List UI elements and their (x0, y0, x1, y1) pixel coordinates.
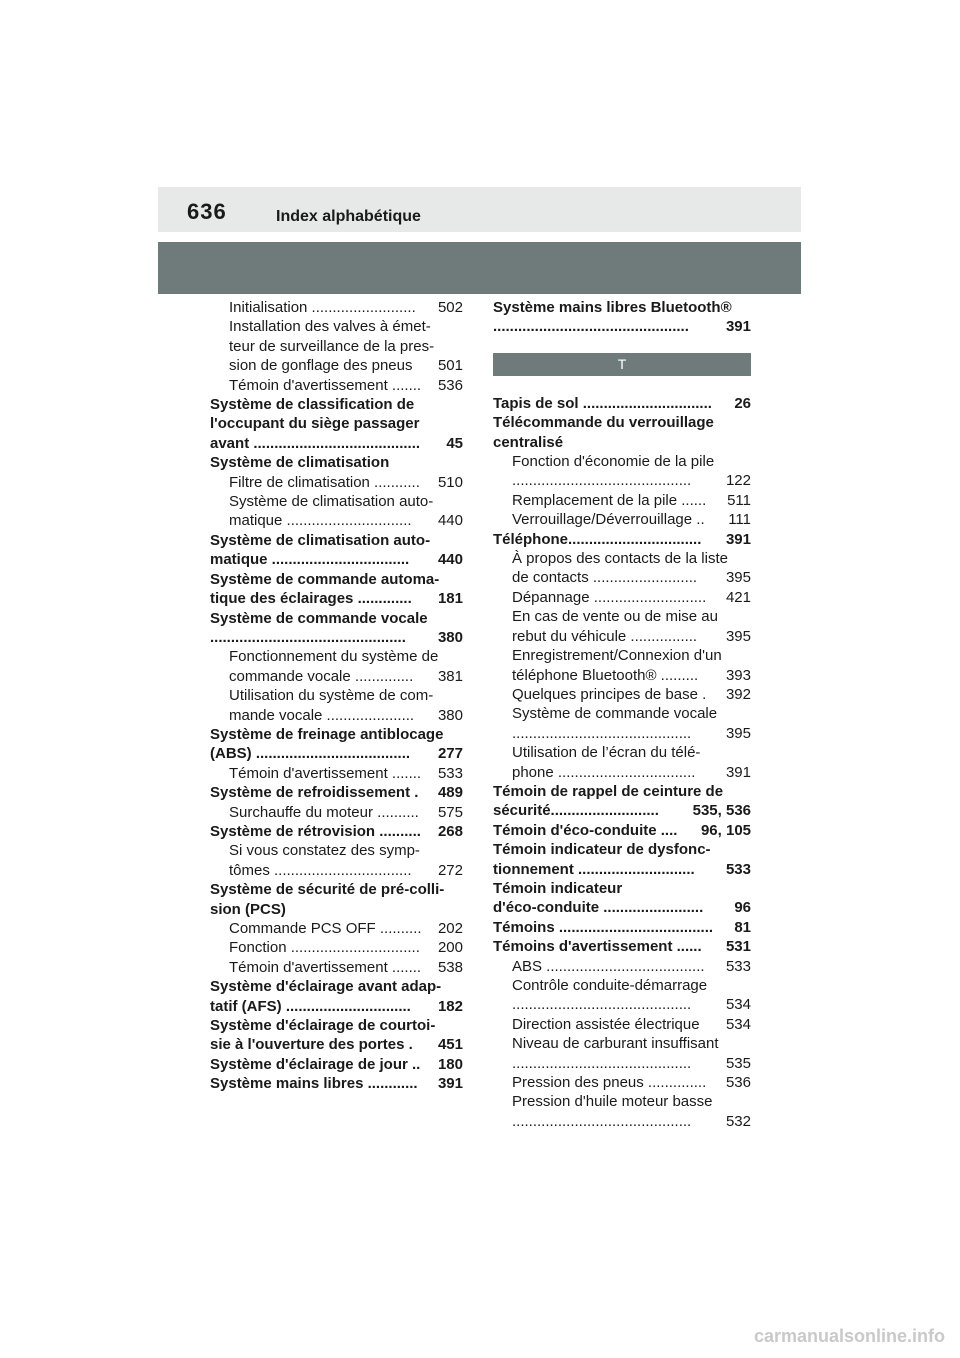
entry-text-line: ........................................... (512, 724, 692, 742)
entry-text-line: avant ........................................ (210, 434, 421, 452)
entry-text-line: Système de climatisation auto- (210, 531, 431, 549)
entry-text-line: Système de climatisation (210, 454, 390, 472)
index-entry (493, 413, 751, 452)
index-entry (210, 1016, 463, 1055)
entry-text-line: À propos des contacts de la liste (512, 550, 728, 568)
index-subentry (493, 957, 751, 976)
index-subentry (493, 743, 751, 782)
entry-text-line: Initialisation ......................... (229, 299, 416, 316)
entry-text-line: Niveau de carburant insuffisant (512, 1035, 719, 1053)
entry-text-line: Témoin de rappel de ceinture de (493, 782, 724, 800)
entry-text-line: Témoin d'éco-conduite .... (493, 821, 678, 839)
entry-text-line: Système de refroidissement . (210, 784, 419, 802)
entry-text-line: ABS ...................................... (512, 957, 705, 975)
index-entry (210, 977, 463, 1016)
entry-text-line: téléphone Bluetooth® ......... (512, 666, 699, 684)
index-entry (210, 880, 463, 919)
index-entry (493, 937, 751, 956)
entry-text-line: Enregistrement/Connexion d'un (512, 647, 722, 665)
entry-text-line: tique des éclairages ............. (210, 590, 412, 608)
entry-text-line: d'éco-conduite ........................ (493, 899, 704, 917)
index-subentry (210, 376, 463, 395)
entry-text-line: Tapis de sol ............................... (493, 394, 712, 412)
entry-text-line: Témoin d'avertissement ....... (229, 376, 422, 394)
index-subentry (210, 764, 463, 783)
entry-text-line: ........................................... (512, 472, 692, 490)
entry-text-line: Témoin indicateur de dysfonc- (493, 841, 711, 859)
index-entry (493, 821, 751, 840)
index-subentry (210, 803, 463, 822)
index-entry (210, 453, 463, 472)
section-title: Index alphabétique (276, 208, 421, 225)
entry-text-line: Utilisation du système de com- (229, 687, 434, 705)
index-entry (210, 395, 463, 453)
index-subentry (493, 607, 751, 646)
entry-text-line: Témoin d'avertissement ....... (229, 764, 422, 782)
entry-text-line: Verrouillage/Déverrouillage .. (512, 511, 705, 529)
index-entry (493, 840, 751, 879)
entry-text-line: Système d'éclairage de courtoi- (210, 1017, 436, 1035)
index-subentry (210, 298, 463, 317)
entry-text-line: Système mains libres ............ (210, 1075, 418, 1093)
entry-text-line: Pression des pneus .............. (512, 1074, 707, 1092)
index-subentry (493, 646, 751, 685)
index-entry (210, 822, 463, 841)
index-entry (493, 298, 751, 337)
entry-text-line: ........................................... (512, 1054, 692, 1072)
index-subentry (493, 1015, 751, 1034)
entry-text-line: tatif (AFS) .............................. (210, 997, 411, 1015)
entry-text-line: Système de sécurité de pré-colli- (210, 881, 445, 899)
entry-text-line: Système de commande automa- (210, 570, 440, 588)
entry-text-line: l'occupant du siège passager (210, 415, 420, 433)
entry-text-line: matique ................................. (210, 551, 410, 569)
entry-text-line: sion (PCS) (210, 900, 286, 918)
entry-text-line: Installation des valves à émet- (229, 318, 431, 336)
entry-text-line: Témoin indicateur (493, 879, 623, 897)
entry-text-line: Pression d'huile moteur basse (512, 1093, 713, 1111)
index-entry (493, 530, 751, 549)
entry-text-line: Témoins ..................................... (493, 918, 714, 936)
index-subentry (210, 647, 463, 686)
index-subentry (493, 976, 751, 1015)
entry-text-line: Système de commande vocale (210, 609, 428, 627)
entry-text-line: Système de classification de (210, 396, 415, 414)
entry-text-line: mande vocale ..................... (229, 706, 415, 724)
entry-text-line: Téléphone................................ (493, 530, 702, 548)
header-dark-band (158, 242, 801, 294)
index-subentry (493, 685, 751, 704)
entry-text-line: Utilisation de l’écran du télé- (512, 744, 701, 762)
entry-text-line: centralisé (493, 433, 564, 451)
entry-text-line: Système d'éclairage de jour .. (210, 1055, 421, 1073)
entry-text-line: de contacts ......................... (512, 569, 698, 587)
entry-text-line: sie à l'ouverture des portes . (210, 1036, 413, 1054)
entry-text-line: Témoins d'avertissement ...... (493, 938, 702, 956)
index-entry (210, 1055, 463, 1074)
index-subentry (210, 317, 463, 375)
index-column-left (210, 298, 463, 1094)
entry-text-line: ........................................... (512, 1112, 692, 1130)
entry-text-line: sécurité.......................... (493, 802, 659, 820)
index-entry (493, 879, 751, 918)
index-entry (493, 782, 751, 821)
entry-text-line: Contrôle conduite-démarrage (512, 977, 708, 994)
index-subentry (210, 958, 463, 977)
index-entry (210, 783, 463, 802)
entry-text-line: phone ................................. (512, 763, 696, 781)
entry-text-line: Fonction ............................... (229, 939, 420, 957)
entry-text-line: sion de gonflage des pneus (229, 357, 413, 375)
index-subentry (210, 492, 463, 531)
entry-text-line: Surchauffe du moteur .......... (229, 803, 419, 821)
entry-text-line: rebut du véhicule ................ (512, 627, 698, 645)
index-entry (210, 531, 463, 570)
entry-text-line: tionnement ............................ (493, 860, 695, 878)
index-subentry (493, 549, 751, 588)
index-entry (493, 918, 751, 937)
entry-text-line: Système de commande vocale (512, 705, 718, 723)
index-subentry (493, 1034, 751, 1073)
index-entry (210, 725, 463, 764)
index-column-right (493, 298, 751, 1131)
entry-text-line: Système d'éclairage avant adap- (210, 978, 442, 996)
entry-text-line: Quelques principes de base . (512, 685, 707, 703)
entry-text-line: tômes ................................. (229, 861, 412, 879)
index-entry (210, 609, 463, 648)
watermark: carmanualsonline.info (753, 1326, 945, 1346)
entry-text-line: Système de freinage antiblocage (210, 725, 444, 743)
entry-text-line: Dépannage ........................... (512, 588, 707, 606)
entry-text-line: Remplacement de la pile ...... (512, 491, 707, 509)
entry-text-line: En cas de vente ou de mise au (512, 608, 718, 626)
entry-text-line: Direction assistée électrique (512, 1015, 700, 1033)
entry-text-line: Si vous constatez des symp- (229, 842, 420, 860)
index-subentry (493, 452, 751, 491)
index-entry (210, 570, 463, 609)
index-entry (493, 394, 751, 413)
entry-text-line: ............................................... (493, 318, 689, 336)
index-subentry (493, 1073, 751, 1092)
entry-text-line: Témoin d'avertissement ....... (229, 958, 422, 976)
entry-text-line: matique .............................. (229, 512, 412, 530)
index-subentry (493, 588, 751, 607)
entry-text-line: ........................................... (512, 996, 692, 1014)
entry-text-line: commande vocale .............. (229, 667, 414, 685)
index-subentry (493, 1092, 751, 1131)
entry-text-line: teur de surveillance de la pres- (229, 337, 435, 355)
index-subentry (210, 938, 463, 957)
index-subentry (210, 473, 463, 492)
index-subentry (210, 686, 463, 725)
entry-text-line: Fonction d'économie de la pile (512, 453, 715, 471)
entry-text-line: Filtre de climatisation ........... (229, 473, 420, 491)
index-subentry (493, 510, 751, 529)
entry-text-line: Système de rétrovision .......... (210, 822, 421, 840)
index-subentry (493, 491, 751, 510)
header-band (158, 187, 801, 232)
entry-text-line: Télécommande du verrouillage (493, 414, 714, 432)
entry-text-line: Commande PCS OFF .......... (229, 920, 422, 937)
index-subentry (210, 919, 463, 938)
entry-text-line: Fonctionnement du système de (229, 648, 439, 666)
index-subentry (210, 841, 463, 880)
entry-text-line: (ABS) ..................................... (210, 745, 411, 763)
entry-text-line: ............................................... (210, 628, 406, 646)
index-entry (210, 1074, 463, 1093)
entry-text-line: Système de climatisation auto- (229, 493, 434, 511)
entry-text-line: Système mains libres Bluetooth® (493, 299, 732, 316)
index-subentry (493, 704, 751, 743)
page-number: 636 (187, 199, 227, 224)
letter-heading: T (493, 353, 751, 376)
